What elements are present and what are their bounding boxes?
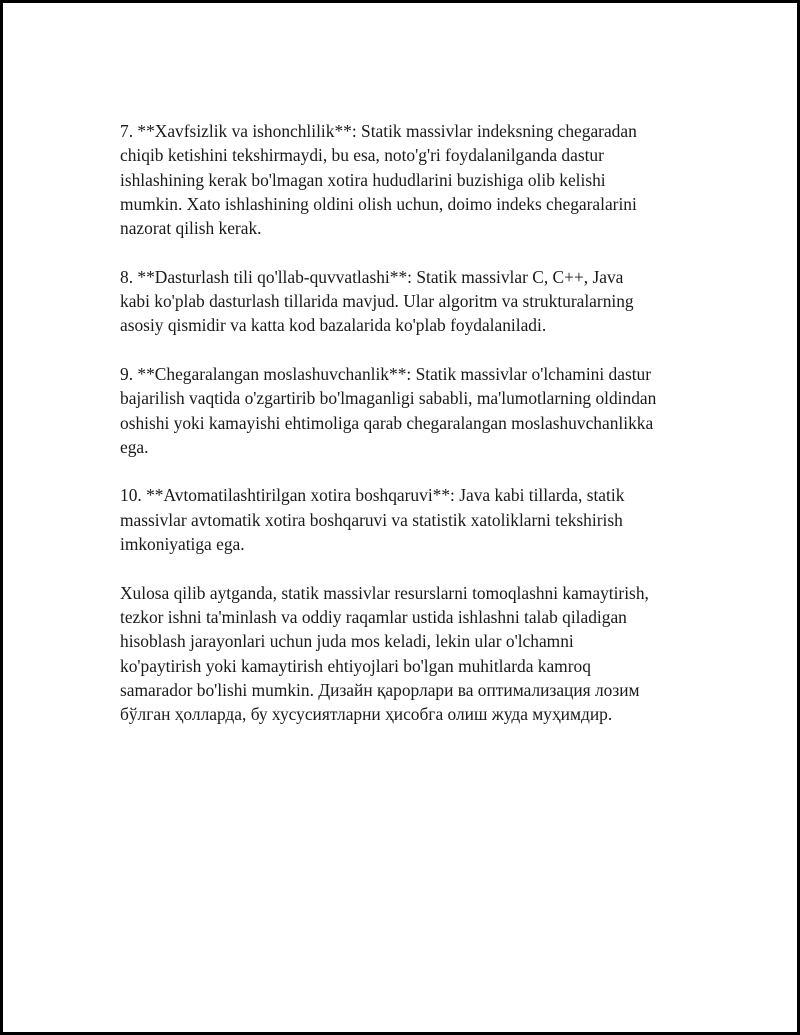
paragraph-item-8: 8. **Dasturlash tili qo'llab-quvvatlashi**: Statik massivlar C, C++, Java kabi ko'plab dasturlash tillarida mavjud. Ular algoritm va strukturalarning asosiy qismidir va katta kod bazalarida ko'plab foydalaniladi. (120, 266, 634, 336)
document-body (120, 119, 700, 751)
paragraph-conclusion: Xulosa qilib aytganda, statik massivlar resurslarni tomoqlashni kamaytirish, tezkor ishni ta'minlash va oddiy raqamlar ustida ishlashni talab qiladigan hisoblash jarayonlari uchun juda mos keladi, lekin ular o'lchamni ko'paytirish yoki kamaytirish ehtiyojlari bo'lgan muhitlarda kamroq samarador bo'lishi mumkin. Дизайн қарорлари ва оптимализация лозим бўлган ҳолларда, бу хусусиятларни ҳисобга олиш жуда муҳимдир. (120, 582, 649, 725)
paragraph-item-10: 10. **Avtomatilashtirilgan xotira boshqaruvi**: Java kabi tillarda, statik massivlar avtomatik xotira boshqaruvi va statistik xatoliklarni tekshirish imkoniyatiga ega. (120, 485, 625, 555)
paragraph-item-7: 7. **Xavfsizlik va ishonchlilik**: Statik massivlar indeksning chegaradan chiqib ketishini tekshirmaydi, bu esa, noto'g'ri foydalanilganda dastur ishlashining kerak bo'lmagan xotira hududlarini buzishiga olib kelishi mumkin. Xato ishlashining oldini olish uchun, doimo indeks chegaralarini nazorat qilish kerak. (120, 121, 637, 239)
paragraph-item-9: 9. **Chegaralangan moslashuvchanlik**: Statik massivlar o'lchamini dastur bajarilish vaqtida o'zgartirib bo'lmaganligi sababli, ma'lumotlarning oldindan oshishi yoki kamayishi ehtimoliga qarab chegaralangan moslashuvchanlikka ega. (120, 363, 657, 457)
